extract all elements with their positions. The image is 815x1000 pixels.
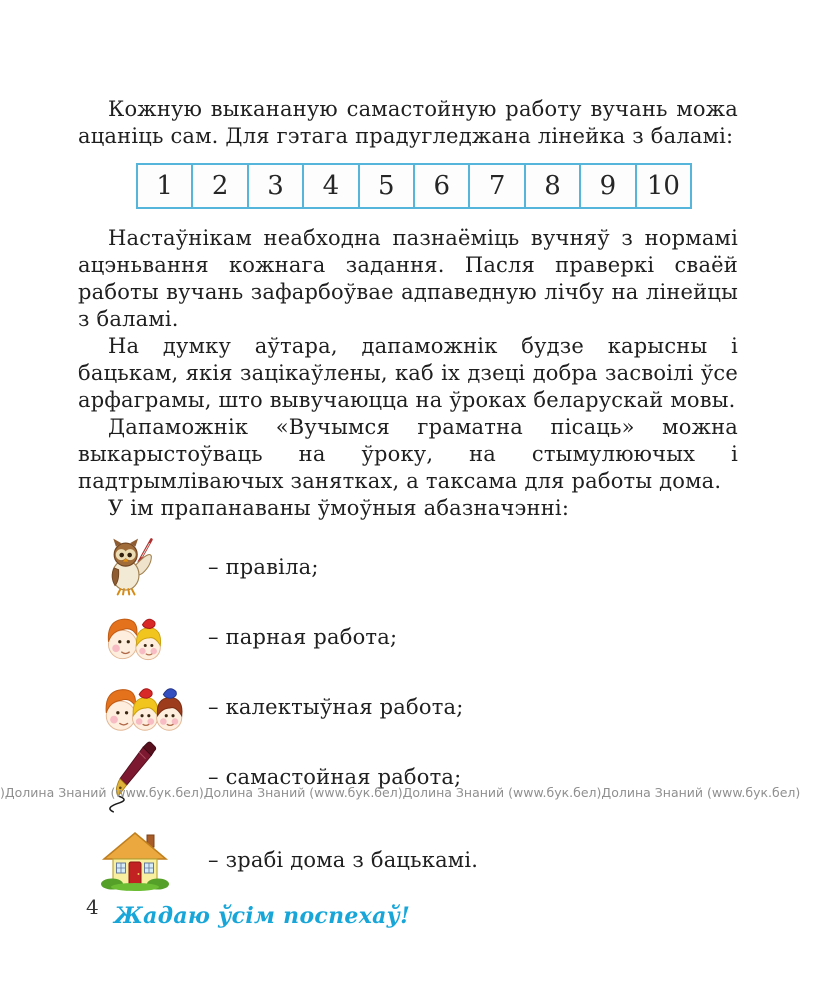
- score-value: 2: [211, 171, 229, 201]
- score-cell: [581, 165, 636, 207]
- score-value: 4: [322, 171, 340, 201]
- score-cell: [193, 165, 248, 207]
- legend-heading: У ім прапанаваны ўмоўныя абазначэнні:: [108, 496, 570, 520]
- watermark-partial: ): [0, 784, 5, 800]
- page-number: 4: [86, 895, 99, 919]
- legend-label: – парная работа;: [208, 625, 398, 649]
- legend-item-collective-work: [78, 672, 738, 742]
- legend-list: [78, 532, 738, 895]
- page-content: [78, 96, 738, 929]
- score-cell: [304, 165, 359, 207]
- score-cell: [138, 165, 193, 207]
- pair-work-icon: [78, 608, 208, 666]
- score-value: 3: [267, 171, 284, 201]
- score-value: 7: [488, 171, 506, 201]
- watermark-row: [0, 784, 815, 800]
- paragraph-author-opinion: На думку аўтара, дапаможнік будзе карысны і бацькам, якія зацікаўлены, каб іх дзеці добра засвоілі ўсе арфаграмы, што вывучаюцца на ўроках беларускай мовы.: [78, 334, 738, 412]
- score-value: 10: [646, 171, 680, 201]
- paragraph-teacher-norms: Настаўнікам неабходна пазнаёміць вучняў з нормамі ацэньвання кожнага задання. Пасля праверкі сваёй работы вучань зафарбоўвае адпаведную лічбу на лінейцы з баламі.: [78, 226, 738, 331]
- watermark-text: Долина Знаний (www.бук.бел): [601, 784, 801, 800]
- score-cell: [470, 165, 525, 207]
- score-cell: [526, 165, 581, 207]
- score-value: 9: [599, 171, 617, 201]
- score-cell: [249, 165, 304, 207]
- score-ruler: [136, 163, 692, 209]
- legend-item-home-work: [78, 825, 738, 895]
- watermark-text: Долина Знаний (www.бук.бел): [4, 784, 204, 800]
- legend-label: – зрабі дома з бацькамі.: [208, 848, 479, 872]
- legend-label: – калектыўная работа;: [208, 695, 464, 719]
- house-icon: [78, 828, 208, 892]
- legend-label: – самастойная работа;: [208, 765, 462, 789]
- collective-work-icon: [78, 677, 208, 737]
- pen-icon: [78, 740, 208, 814]
- legend-label: – правіла;: [208, 555, 319, 579]
- score-cell: [360, 165, 415, 207]
- score-value: 1: [156, 171, 173, 201]
- closing-wish: Жадаю ўсім поспехаў!: [114, 903, 411, 929]
- legend-item-independent-work: [78, 742, 738, 812]
- watermark-text: Долина Знаний (www.бук.бел): [402, 784, 602, 800]
- paragraph-self-assessment: Кожную выкананую самастойную работу вучань можа ацаніць сам. Для гэтага прадугледжана лінейка з баламі:: [78, 97, 738, 148]
- score-value: 5: [378, 171, 395, 201]
- score-cell: [415, 165, 470, 207]
- legend-item-rule: [78, 532, 738, 602]
- owl-icon: [78, 533, 208, 601]
- watermark-text: Долина Знаний (www.бук.бел): [203, 784, 403, 800]
- score-value: 6: [433, 171, 450, 201]
- score-value: 8: [544, 171, 561, 201]
- legend-item-pair-work: [78, 602, 738, 672]
- paragraph-usage: Дапаможнік «Вучымся граматна пісаць» можна выкарыстоўваць на ўроку, на стымулюючых і падтрымліваючых занятках, а таксама для работы дома.: [78, 415, 738, 493]
- score-cell: [637, 165, 690, 207]
